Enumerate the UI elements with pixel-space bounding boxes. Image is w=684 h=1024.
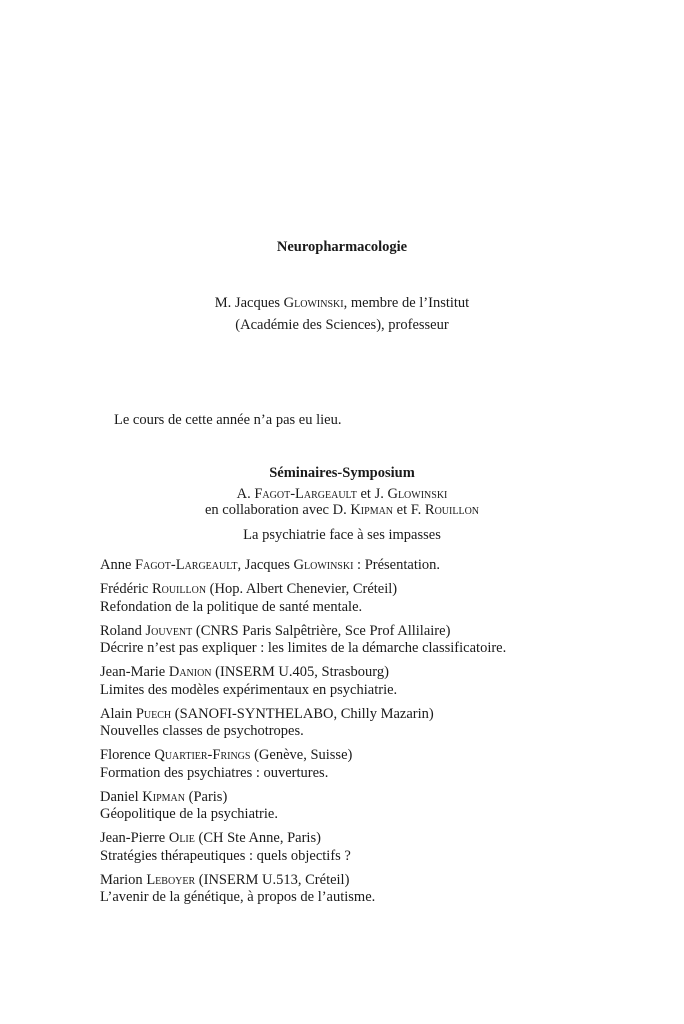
speaker-affiliation: (Hop. Albert Chenevier, Créteil) xyxy=(206,581,398,597)
talk-title: Nouvelles classes de psychotropes. xyxy=(100,723,304,739)
talk-speaker-line xyxy=(100,581,600,599)
speaker-affiliation: : Présentation. xyxy=(353,557,441,573)
professor-suffix: , membre de l’Institut xyxy=(343,295,470,311)
seminar-theme: La psychiatrie face à ses impasses xyxy=(243,527,441,543)
speaker-affiliation: (INSERM U.513, Créteil) xyxy=(195,871,350,888)
speaker-affiliation: (INSERM U.405, Strasbourg) xyxy=(211,664,389,680)
org-name-2: Glowinski xyxy=(387,486,448,502)
talk-speaker-line xyxy=(100,706,600,724)
speaker-surname: Puech xyxy=(135,705,172,722)
speaker-first-name: Jean-Marie xyxy=(100,664,169,680)
talk-item xyxy=(100,872,600,907)
speaker-surname: Kipman xyxy=(142,788,185,805)
talk-title: Stratégies thérapeutiques : quels objectifs ? xyxy=(100,847,351,864)
speaker-first-name: Marion xyxy=(100,871,147,888)
talk-item xyxy=(100,747,600,782)
collab-name-1: Kipman xyxy=(350,502,394,518)
speaker-rest: , Jacques xyxy=(237,557,294,573)
talk-item xyxy=(100,557,600,575)
talk-speaker-line xyxy=(100,747,600,765)
talk-title: Limites des modèles expérimentaux en psychiatrie. xyxy=(100,681,398,698)
talk-item xyxy=(100,706,600,741)
professor-prefix: M. Jacques xyxy=(214,295,284,311)
collab-conjunction: et F. xyxy=(393,502,425,518)
speaker-affiliation: (CNRS Paris Salpêtrière, Sce Prof Allilaire) xyxy=(192,622,451,639)
speaker-surname: Danion xyxy=(168,664,212,680)
speaker-first-name: Florence xyxy=(100,747,155,763)
speaker-affiliation: (CH Ste Anne, Paris) xyxy=(194,830,321,846)
talk-speaker-line xyxy=(100,664,600,682)
talk-speaker-line xyxy=(100,789,600,807)
speaker-surname-2: Glowinski xyxy=(293,557,354,573)
seminar-title: Séminaires-Symposium xyxy=(269,465,415,481)
talk-item xyxy=(100,830,600,865)
speaker-surname: Leboyer xyxy=(146,871,196,888)
seminar-collaboration xyxy=(0,502,684,519)
talk-speaker-line xyxy=(100,830,600,848)
professor-surname: Glowinski xyxy=(283,295,344,311)
speaker-first-name: Daniel xyxy=(100,788,143,805)
speaker-surname: Fagot-Largeault xyxy=(135,557,238,573)
talk-title: Décrire n’est pas expliquer : les limites de la démarche classificatoire. xyxy=(100,640,507,656)
speaker-affiliation: (SANOFI-SYNTHELABO, Chilly Mazarin) xyxy=(171,705,434,722)
talk-item xyxy=(100,581,600,616)
talk-item xyxy=(100,623,600,658)
speaker-first-name: Alain xyxy=(100,705,136,722)
talk-title: Refondation de la politique de santé mentale. xyxy=(100,598,363,615)
professor-line xyxy=(0,295,684,312)
collab-name-2: Rouillon xyxy=(424,502,480,518)
speaker-first-name: Jean-Pierre xyxy=(100,830,169,846)
course-note: Le cours de cette année n’a pas eu lieu. xyxy=(114,412,342,428)
speaker-affiliation: (Genève, Suisse) xyxy=(250,747,353,763)
talk-speaker-line xyxy=(100,623,600,641)
speaker-first-name: Anne xyxy=(100,557,136,573)
talk-speaker-line xyxy=(100,872,600,890)
org-initial-a: A. xyxy=(236,486,255,502)
speaker-affiliation: (Paris) xyxy=(184,788,228,805)
speaker-first-name: Frédéric xyxy=(100,581,152,597)
seminar-organizers xyxy=(0,486,684,503)
talk-item xyxy=(100,664,600,699)
speaker-surname: Quartier-Frings xyxy=(154,747,251,763)
talk-title: L’avenir de la génétique, à propos de l’autisme. xyxy=(100,889,376,905)
professor-affiliation: (Académie des Sciences), professeur xyxy=(235,317,449,333)
talk-item xyxy=(100,789,600,824)
course-title: Neuropharmacologie xyxy=(276,239,408,255)
collab-prefix: en collaboration avec D. xyxy=(204,502,351,518)
talk-title: Géopolitique de la psychiatrie. xyxy=(100,806,278,822)
org-conjunction: et J. xyxy=(356,486,388,502)
speaker-first-name: Roland xyxy=(100,622,146,639)
speaker-surname: Olie xyxy=(168,830,195,846)
speaker-surname: Jouvent xyxy=(145,622,193,639)
speaker-surname: Rouillon xyxy=(151,581,207,597)
talk-speaker-line xyxy=(100,557,600,575)
org-name-1: Fagot-Largeault xyxy=(254,486,357,502)
talk-list xyxy=(100,557,600,913)
talk-title: Formation des psychiatres : ouvertures. xyxy=(100,764,329,781)
